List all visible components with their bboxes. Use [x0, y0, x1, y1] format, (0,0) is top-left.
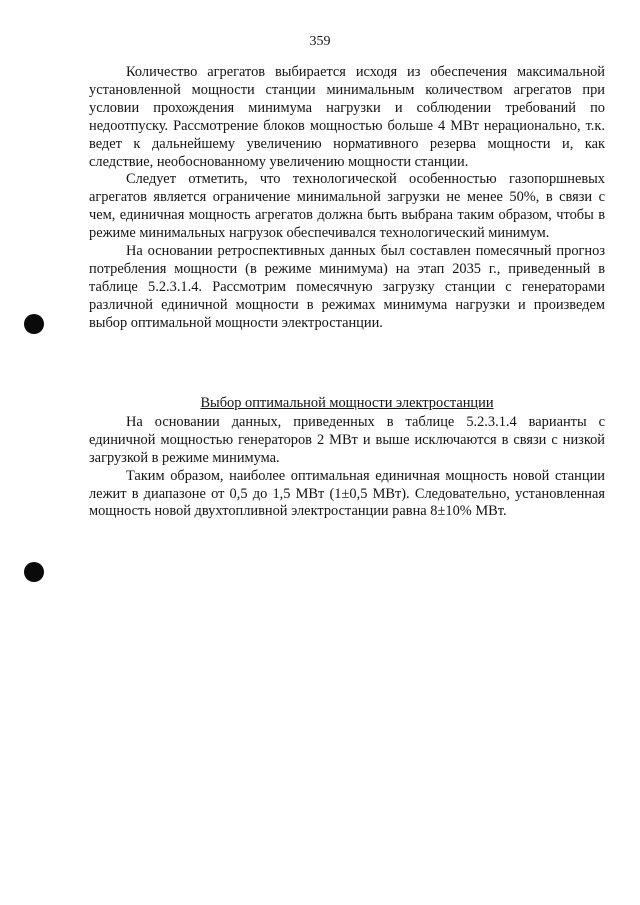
page-number: 359	[309, 34, 331, 49]
body-text-top	[89, 64, 605, 333]
paragraph-gas-engine-limit: Следует отметить, что технологической особенностью газопоршневых агрегатов является ограничение минимальной загрузки не менее 50%, в связи с чем, единичная мощность агрегатов должна быть выбрана таким образом, чтобы в режиме минимальных нагрузок обеспечивался технологический минимум.	[89, 171, 605, 242]
body-text-bottom	[89, 395, 605, 521]
paragraph-monthly-forecast: На основании ретроспективных данных был составлен помесячный прогноз потребления мощности (в режиме минимума) на этап 2035 г., приведенный в таблице 5.2.3.1.4. Рассмотрим помесячную загрузку станции с генераторами различной единичной мощности в режимах минимума нагрузки и произведем выбор оптимальной мощности электростанции.	[89, 243, 605, 331]
section-heading: Выбор оптимальной мощности электростанции	[200, 395, 494, 411]
paragraph-excluded-variants: На основании данных, приведенных в таблице 5.2.3.1.4 варианты с единичной мощностью генераторов 2 МВт и выше исключаются в связи с низкой загрузкой в режиме минимума.	[89, 413, 605, 466]
punch-hole-mark	[24, 314, 44, 334]
punch-hole-mark	[24, 562, 44, 582]
paragraph-aggregate-count: Количество агрегатов выбирается исходя из обеспечения максимальной установленной мощности станции минимальным количеством агрегатов при условии прохождения минимума нагрузки и соблюдении требований по недоотпуску. Рассмотрение блоков мощностью больше 4 МВт нерационально, т.к. ведет к дальнейшему увеличению нормативного резерва мощности и, как следствие, необоснованному увеличению мощности станции.	[89, 64, 605, 170]
paragraph-conclusion: Таким образом, наиболее оптимальная единичная мощность новой станции лежит в диапазоне от 0,5 до 1,5 МВт (1±0,5 МВт). Следовательно, установленная мощность новой двухтопливной электростанции равна 8±10% МВт.	[89, 467, 605, 520]
